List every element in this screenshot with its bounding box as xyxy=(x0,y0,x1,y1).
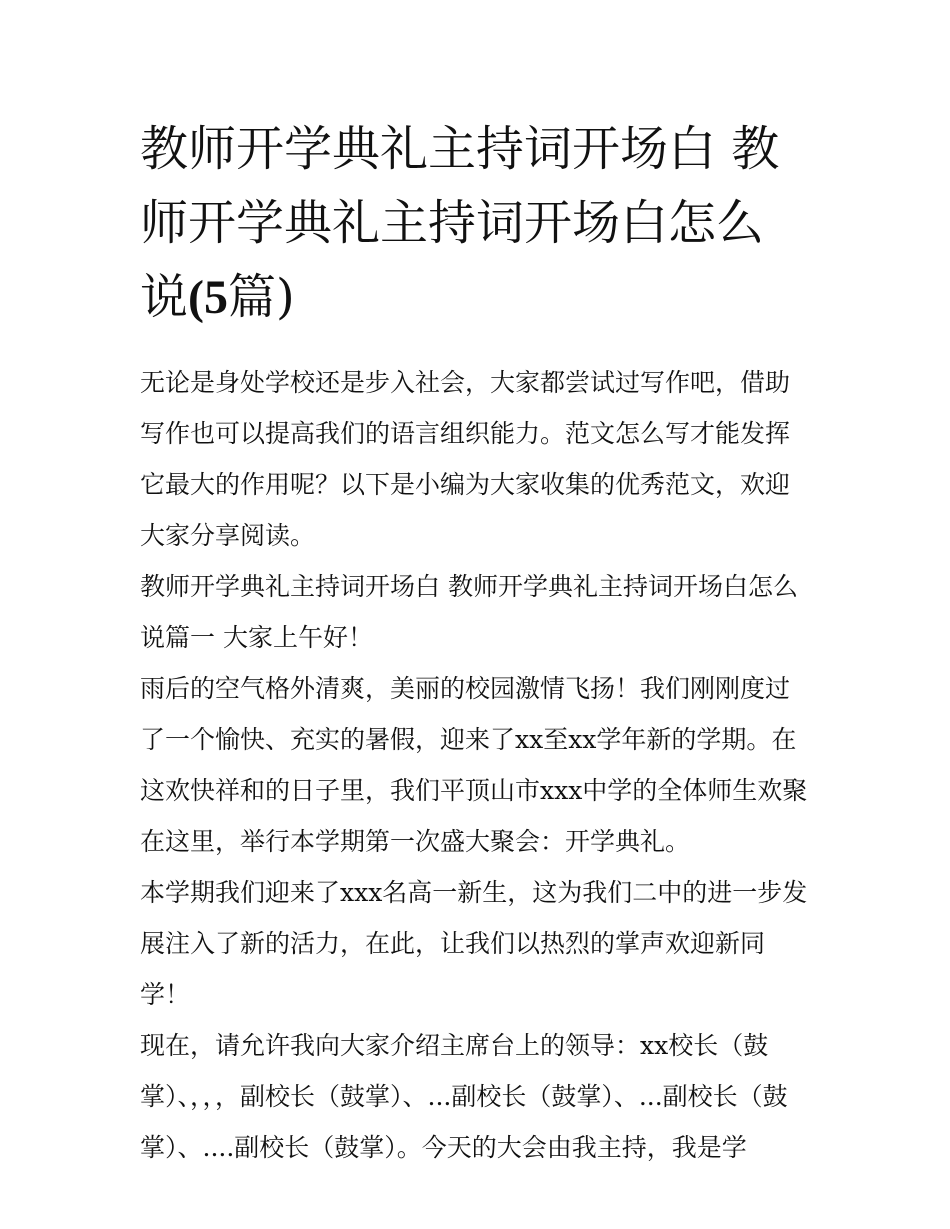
title-line-3-paren: (5 xyxy=(188,271,228,324)
body-paragraph: 现在，请允许我向大家介绍主席台上的领导：xx校长（鼓掌）、，，，副校长（鼓掌）、...副校长（鼓掌）、...副校长（鼓掌）、....副校长（鼓掌）。今天的大会由我主持，我是学 xyxy=(140,1031,788,1162)
title-line-3-prefix: 说 xyxy=(140,269,189,325)
document-page xyxy=(140,112,812,1173)
document-body xyxy=(140,357,812,1173)
body-paragraph: 本学期我们迎来了xxx名高一新生，这为我们二中的进一步发展注入了新的活力，在此，让我们以热烈的掌声欢迎新同学！ xyxy=(140,878,808,1009)
title-line-1: 教师开学典礼主持词开场白 教 xyxy=(140,121,780,177)
title-line-3-suffix: 篇) xyxy=(228,269,295,325)
body-paragraph: 雨后的空气格外清爽，美丽的校园激情飞扬！我们刚刚度过了一个愉快、充实的暑假，迎来了xx至xx学年新的学期。在这欢快祥和的日子里，我们平顶山市xxx中学的全体师生欢聚在这里，举行本学期第一次盛大聚会：开学典礼。 xyxy=(140,674,808,856)
title-line-2: 师开学典礼主持词开场白怎么 xyxy=(140,195,765,251)
intro-paragraph: 无论是身处学校还是步入社会，大家都尝试过写作吧，借助写作也可以提高我们的语言组织能力。范文怎么写才能发挥它最大的作用呢？以下是小编为大家收集的优秀范文，欢迎大家分享阅读。 xyxy=(140,368,791,550)
document-title xyxy=(140,112,812,335)
section-heading-paragraph: 教师开学典礼主持词开场白 教师开学典礼主持词开场白怎么说篇一 大家上午好！ xyxy=(140,572,798,652)
